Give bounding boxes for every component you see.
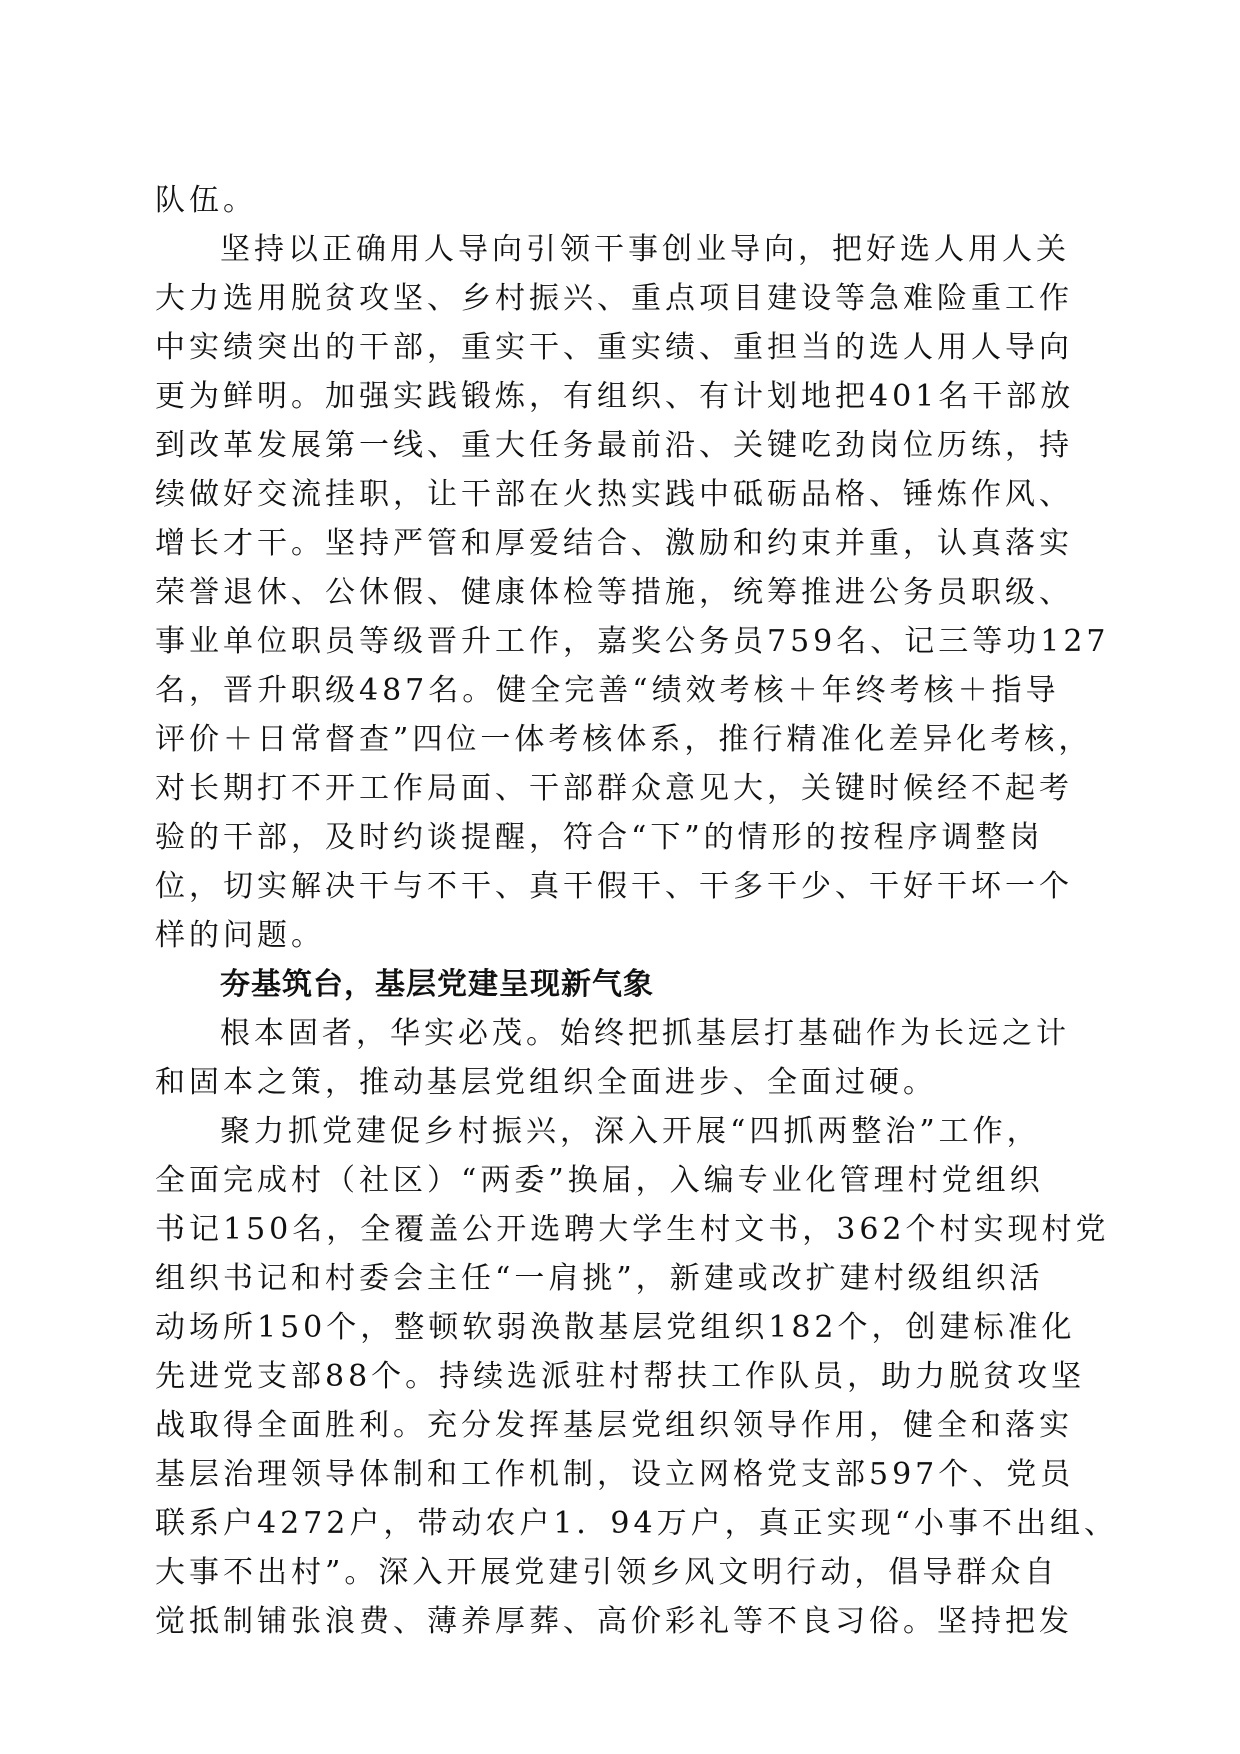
- text-line: 队伍。: [155, 183, 257, 218]
- text-line: 验的干部，及时约谈提醒，符合“下”的情形的按程序调整岗: [155, 820, 1044, 855]
- text-line: 大事不出村”。深入开展党建引领乡风文明行动，倡导群众自: [155, 1555, 1059, 1590]
- text-line: 对长期打不开工作局面、干部群众意见大，关键时候经不起考: [155, 771, 1073, 806]
- text-line: 评价＋日常督查”四位一体考核体系，推行精准化差异化考核，: [155, 722, 1093, 757]
- text-line: 基层治理领导体制和工作机制，设立网格党支部597个、党员: [155, 1457, 1075, 1492]
- text-line: 和固本之策，推动基层党组织全面进步、全面过硬。: [155, 1065, 937, 1100]
- text-line: 中实绩突出的干部，重实干、重实绩、重担当的选人用人导向: [155, 330, 1073, 365]
- text-line: 联系户4272户，带动农户1．94万户，真正实现“小事不出组、: [155, 1506, 1118, 1541]
- text-line: 名，晋升职级487名。健全完善“绩效考核＋年终考核＋指导: [155, 673, 1060, 708]
- text-line: 书记150名，全覆盖公开选聘大学生村文书，362个村实现村党: [155, 1212, 1110, 1247]
- text-line: 事业单位职员等级晋升工作，嘉奖公务员759名、记三等功127: [155, 624, 1110, 659]
- text-line: 觉抵制铺张浪费、薄养厚葬、高价彩礼等不良习俗。坚持把发: [155, 1604, 1073, 1639]
- text-line: 更为鲜明。加强实践锻炼，有组织、有计划地把401名干部放: [155, 379, 1075, 414]
- text-line: 先进党支部88个。持续选派驻村帮扶工作队员，助力脱贫攻坚: [155, 1359, 1086, 1394]
- text-line: 战取得全面胜利。充分发挥基层党组织领导作用，健全和落实: [155, 1408, 1073, 1443]
- text-line: 大力选用脱贫攻坚、乡村振兴、重点项目建设等急难险重工作: [155, 281, 1073, 316]
- text-line: 样的问题。: [155, 918, 325, 953]
- text-line: 根本固者，华实必茂。始终把抓基层打基础作为长远之计: [220, 1016, 1070, 1051]
- text-line: 位，切实解决干与不干、真干假干、干多干少、干好干坏一个: [155, 869, 1073, 904]
- text-line: 组织书记和村委会主任“一肩挑”，新建或改扩建村级组织活: [155, 1261, 1044, 1296]
- text-line: 增长才干。坚持严管和厚爱结合、激励和约束并重，认真落实: [155, 526, 1073, 561]
- text-line: 动场所150个，整顿软弱涣散基层党组织182个，创建标准化: [155, 1310, 1076, 1345]
- text-line: 荣誉退休、公休假、健康体检等措施，统筹推进公务员职级、: [155, 575, 1073, 610]
- text-line: 聚力抓党建促乡村振兴，深入开展“四抓两整治”工作，: [220, 1114, 1041, 1149]
- section-heading: 夯基筑台，基层党建呈现新气象: [220, 967, 654, 1002]
- text-line: 续做好交流挂职，让干部在火热实践中砥砺品格、锤炼作风、: [155, 477, 1073, 512]
- text-line: 到改革发展第一线、重大任务最前沿、关键吃劲岗位历练，持: [155, 428, 1073, 463]
- text-line: 全面完成村（社区）“两委”换届，入编专业化管理村党组织: [155, 1163, 1044, 1198]
- text-line: 坚持以正确用人导向引领干事创业导向，把好选人用人关: [220, 232, 1070, 267]
